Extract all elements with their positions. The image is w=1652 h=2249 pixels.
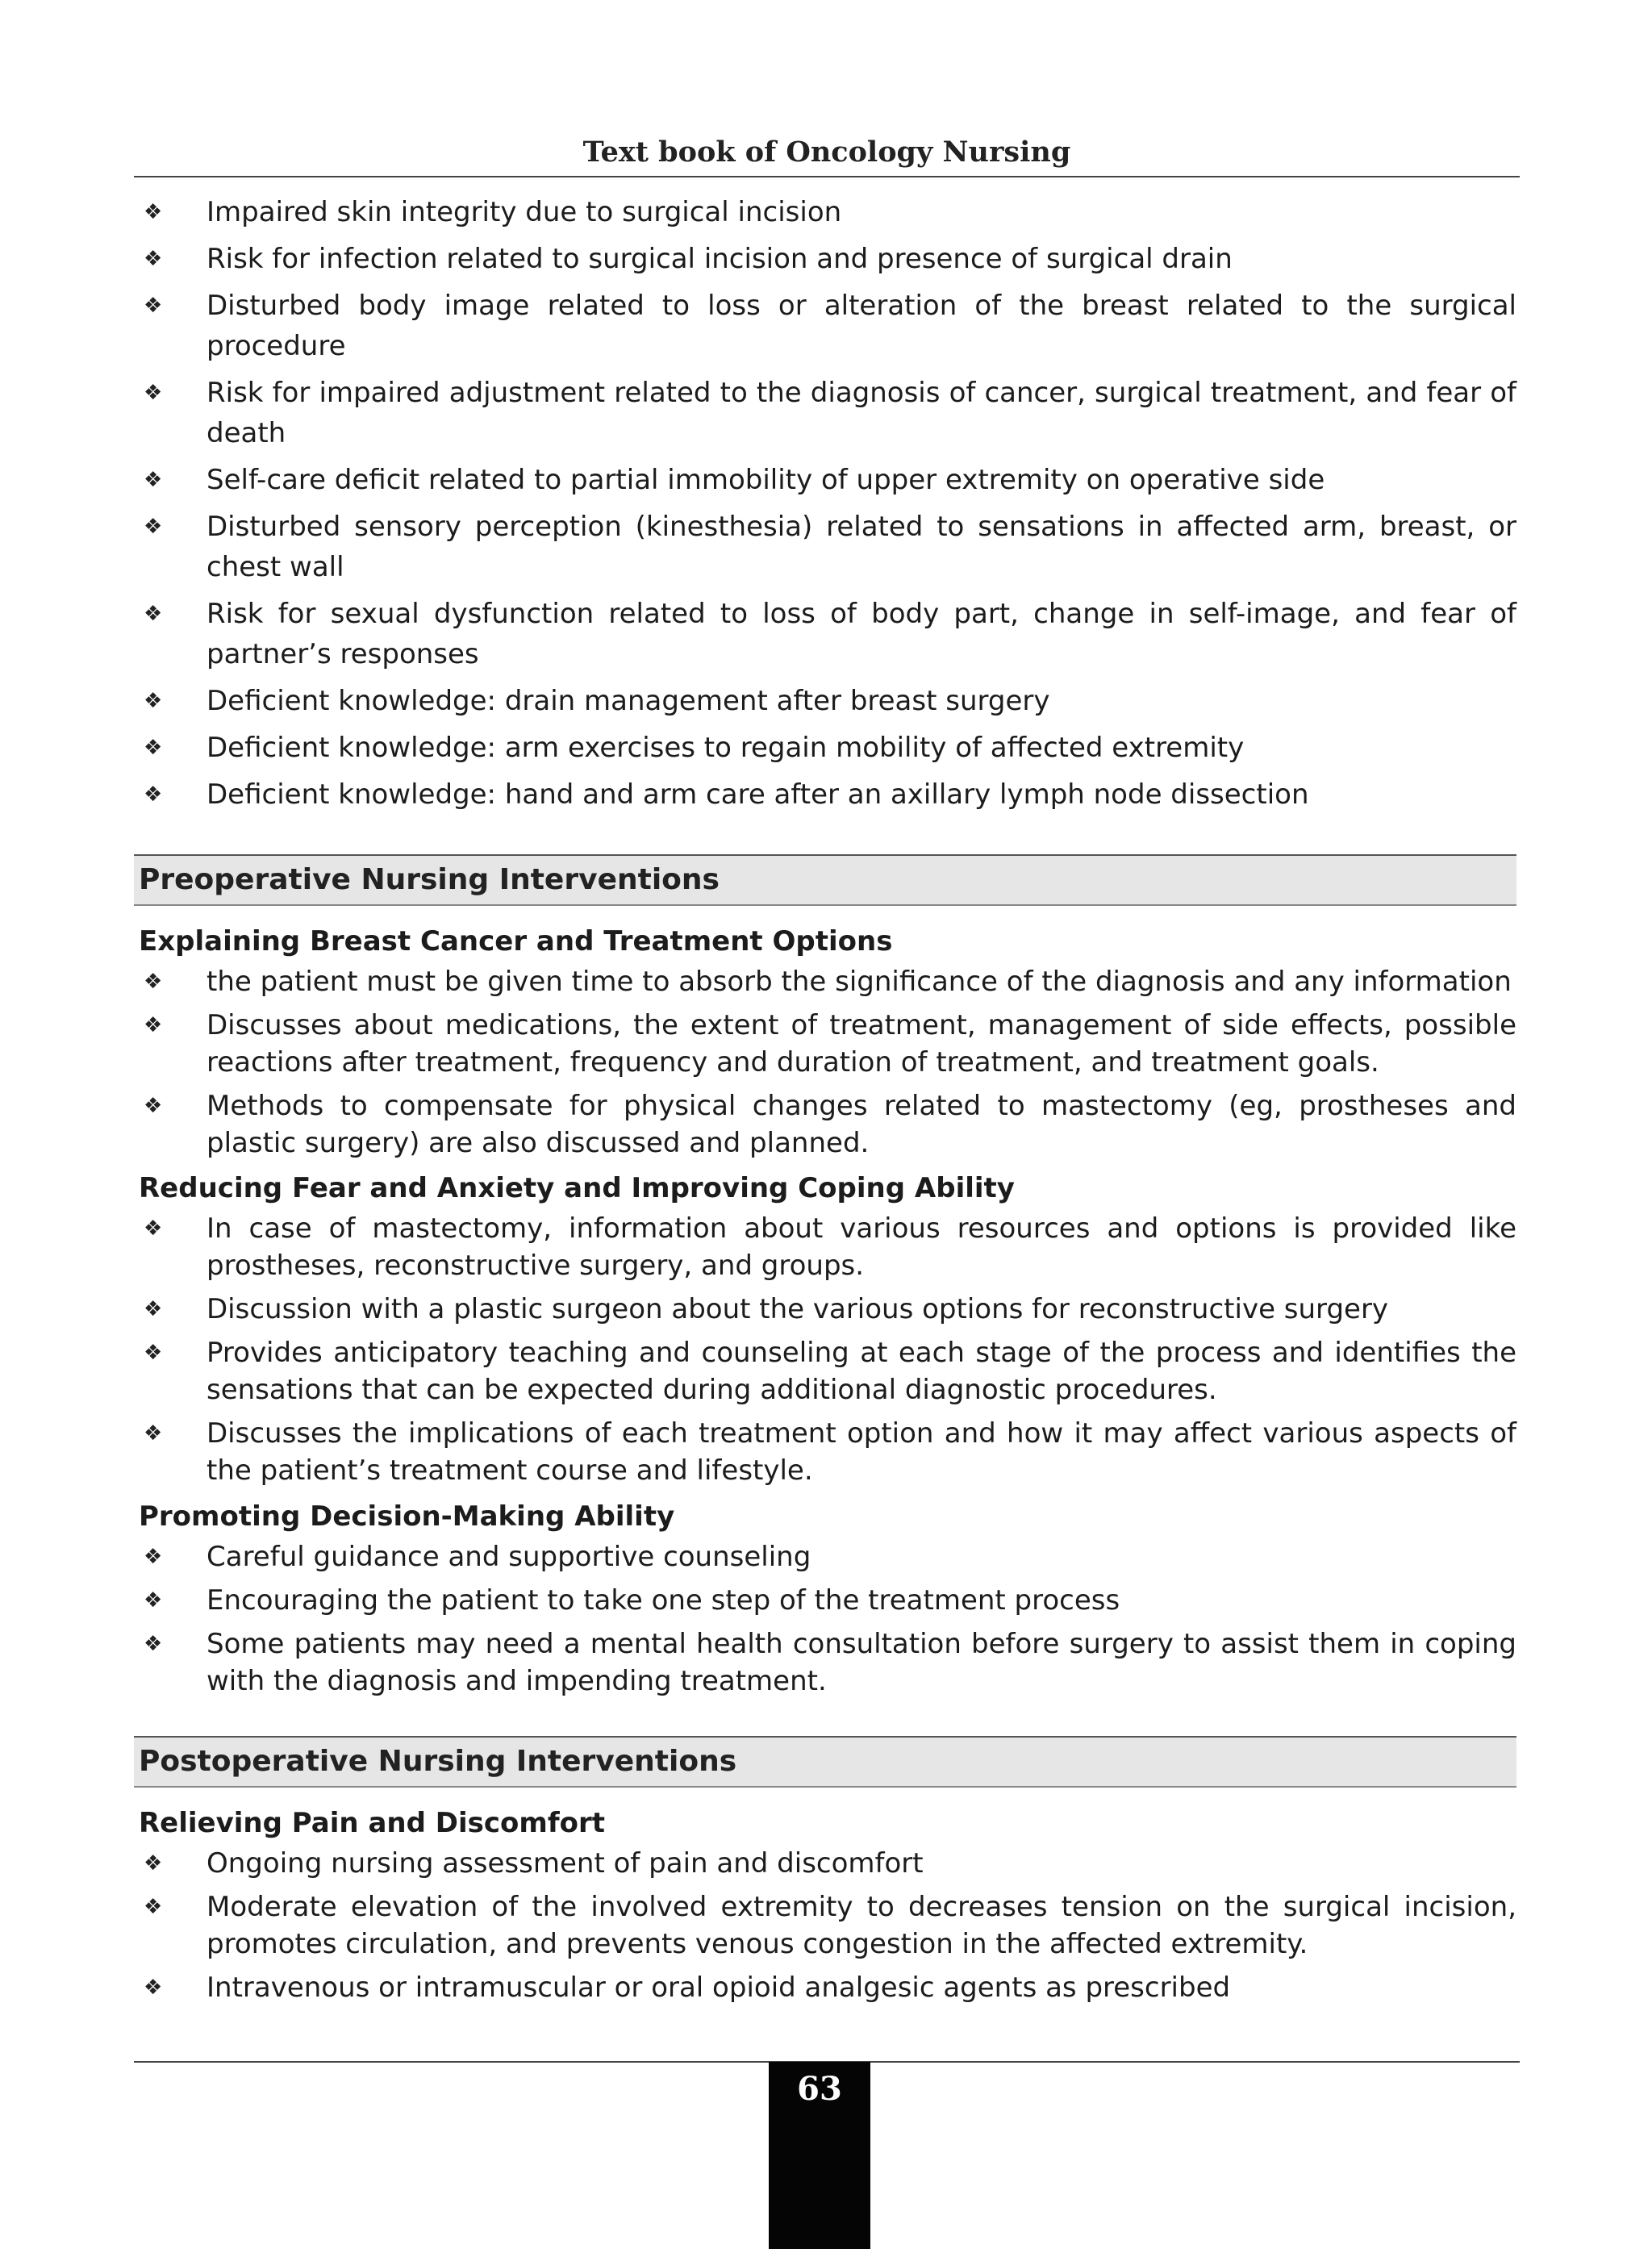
bullet-icon: ❖ <box>144 200 163 224</box>
bullet-icon: ❖ <box>144 1341 163 1365</box>
bullet-icon: ❖ <box>144 602 163 626</box>
subsection-heading: Explaining Breast Cancer and Treatment Options <box>139 925 893 958</box>
list-item: ❖ the patient must be given time to absorb the significance of the diagnosis and any information <box>134 963 1516 1000</box>
bullet-icon: ❖ <box>144 468 163 492</box>
list-item: ❖ Methods to compensate for physical changes related to mastectomy (eg, prostheses and plastic surgery) are also discussed and planned. <box>134 1087 1516 1162</box>
bullet-icon: ❖ <box>144 782 163 807</box>
list-item: ❖ Deficient knowledge: arm exercises to regain mobility of affected extremity <box>134 728 1516 768</box>
list-item: ❖ Discusses the implications of each treatment option and how it may affect various aspects of the patient’s treatment course and lifestyle. <box>134 1415 1516 1489</box>
list-item: ❖ Risk for impaired adjustment related to the diagnosis of cancer, surgical treatment, and fear of death <box>134 373 1516 453</box>
nursing-diagnoses-list <box>134 192 1516 821</box>
list-item: ❖ Encouraging the patient to take one step of the treatment process <box>134 1582 1516 1619</box>
bullet-icon: ❖ <box>144 1013 163 1037</box>
running-header: Text book of Oncology Nursing <box>582 136 1071 169</box>
bullet-icon: ❖ <box>144 1094 163 1118</box>
subsection-heading: Reducing Fear and Anxiety and Improving Coping Ability <box>139 1172 1015 1204</box>
bullet-icon: ❖ <box>144 381 163 405</box>
list-item: ❖ Risk for infection related to surgical incision and presence of surgical drain <box>134 239 1516 279</box>
list-item: ❖ Some patients may need a mental health consultation before surgery to assist them in coping with the diagnosis and impending treatment. <box>134 1625 1516 1700</box>
promoting-subsection <box>134 1495 1516 1706</box>
bullet-icon: ❖ <box>144 247 163 271</box>
section-title: Postoperative Nursing Interventions <box>139 1745 737 1778</box>
list-item: ❖ Careful guidance and supportive counseling <box>134 1538 1516 1575</box>
list-item: ❖ Intravenous or intramuscular or oral opioid analgesic agents as prescribed <box>134 1969 1516 2006</box>
section-title: Preoperative Nursing Interventions <box>139 863 720 896</box>
bullet-icon: ❖ <box>144 1216 163 1241</box>
reducing-subsection <box>134 1166 1516 1496</box>
bullet-icon: ❖ <box>144 1632 163 1656</box>
document-page <box>134 0 1520 2249</box>
reducing-list <box>134 1210 1516 1489</box>
list-item: ❖ Discussion with a plastic surgeon about the various options for reconstructive surgery <box>134 1291 1516 1328</box>
promoting-list <box>134 1538 1516 1700</box>
list-item: ❖ Moderate elevation of the involved extremity to decreases tension on the surgical incision, promotes circulation, and prevents venous congestion in the affected extremity. <box>134 1888 1516 1963</box>
preoperative-section-header <box>134 854 1516 906</box>
list-item: ❖ Impaired skin integrity due to surgical incision <box>134 192 1516 232</box>
explaining-list <box>134 963 1516 1162</box>
header-rule <box>134 176 1520 177</box>
bullet-icon: ❖ <box>144 1421 163 1446</box>
list-item: ❖ Disturbed sensory perception (kinesthesia) related to sensations in affected arm, breast, or chest wall <box>134 507 1516 587</box>
bullet-icon: ❖ <box>144 294 163 318</box>
bullet-icon: ❖ <box>144 1588 163 1613</box>
list-item: ❖ Discusses about medications, the extent of treatment, management of side effects, possible reactions after treatment, frequency and duration of treatment, and treatment goals. <box>134 1007 1516 1081</box>
list-item: ❖ In case of mastectomy, information about various resources and options is provided like prostheses, reconstructive surgery, and groups. <box>134 1210 1516 1284</box>
list-item: ❖ Ongoing nursing assessment of pain and discomfort <box>134 1845 1516 1882</box>
list-item: ❖ Disturbed body image related to loss or alteration of the breast related to the surgical procedure <box>134 286 1516 366</box>
page-number: 63 <box>797 2070 842 2108</box>
relieving-list <box>134 1845 1516 2006</box>
bullet-icon: ❖ <box>144 1545 163 1569</box>
bullet-icon: ❖ <box>144 970 163 994</box>
relieving-subsection <box>134 1801 1516 2013</box>
list-item: ❖ Provides anticipatory teaching and counseling at each stage of the process and identifies the sensations that can be expected during additional diagnostic procedures. <box>134 1334 1516 1408</box>
subsection-heading: Relieving Pain and Discomfort <box>139 1807 605 1839</box>
bullet-icon: ❖ <box>144 736 163 760</box>
postoperative-section-header <box>134 1736 1516 1788</box>
list-item: ❖ Self-care deficit related to partial immobility of upper extremity on operative side <box>134 460 1516 500</box>
bullet-icon: ❖ <box>144 1297 163 1321</box>
bullet-icon: ❖ <box>144 689 163 713</box>
list-item: ❖ Deficient knowledge: hand and arm care after an axillary lymph node dissection <box>134 774 1516 815</box>
subsection-heading: Promoting Decision-Making Ability <box>139 1500 675 1533</box>
bullet-icon: ❖ <box>144 515 163 539</box>
bullet-icon: ❖ <box>144 1851 163 1876</box>
bullet-icon: ❖ <box>144 1895 163 1919</box>
bullet-icon: ❖ <box>144 1976 163 2000</box>
explaining-subsection <box>134 920 1516 1168</box>
page-number-tab <box>769 2062 870 2249</box>
list-item: ❖ Risk for sexual dysfunction related to loss of body part, change in self-image, and fear of partner’s responses <box>134 594 1516 674</box>
list-item: ❖ Deficient knowledge: drain management after breast surgery <box>134 681 1516 721</box>
